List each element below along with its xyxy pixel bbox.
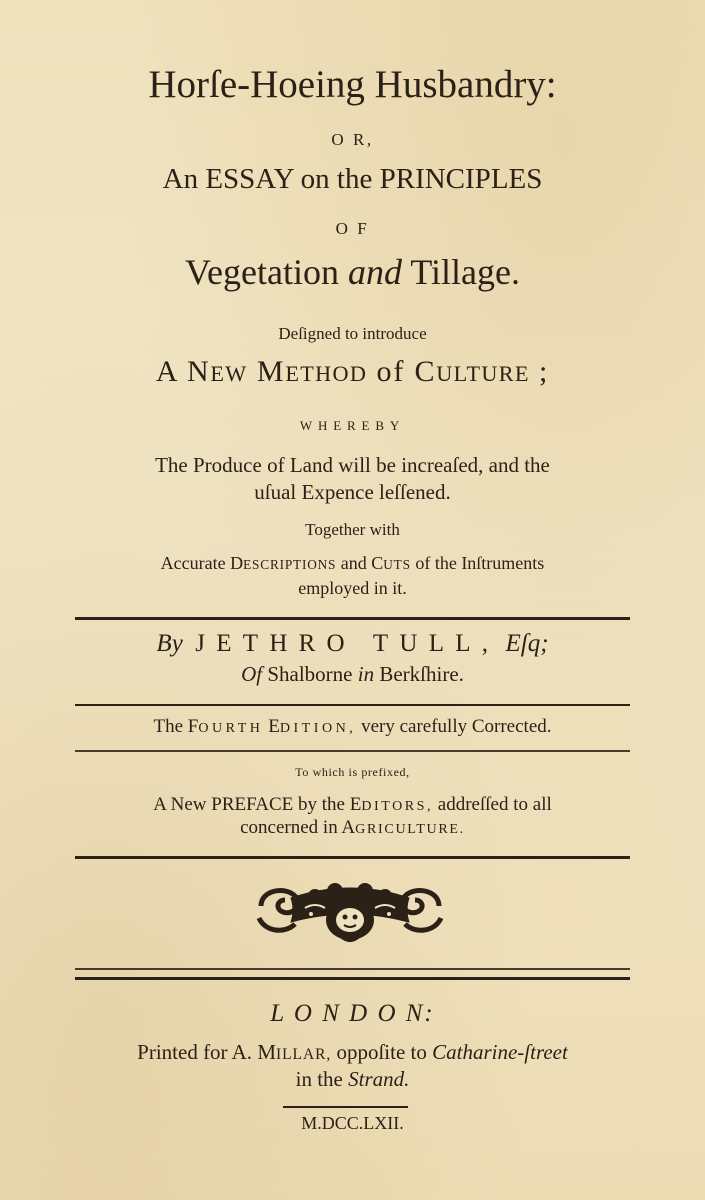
title-of: O F — [335, 219, 370, 238]
divider-rule-3 — [75, 750, 630, 752]
title-essay: An ESSAY on the PRINCIPLES — [162, 163, 543, 195]
descriptions-line-1: Accurate DESCRIPTIONS and CUTS of the Inſtruments — [160, 553, 545, 573]
fleuron-ornament-icon — [255, 876, 445, 946]
descriptions-line-2: employed in it. — [298, 578, 407, 598]
new-method-line: A NEW METHOD of CULTURE ; — [155, 355, 550, 388]
divider-rule-5 — [75, 968, 630, 970]
whereby-line: WHEREBY — [299, 418, 406, 433]
title-vegetation: Vegetation and Tillage. — [185, 252, 520, 292]
author-line: By JETHRO TULL, Eſq; — [156, 630, 549, 657]
book-title: Horſe-Hoeing Husbandry: — [148, 63, 557, 106]
designed-line: Deſigned to introduce — [278, 324, 427, 343]
preface-line-1: A New PREFACE by the EDITORS, addreſſed to all — [153, 794, 552, 815]
edition-line: The FOURTH EDITION, very carefully Corrected. — [153, 716, 552, 737]
divider-rule-1 — [75, 617, 630, 620]
date-rule — [283, 1106, 408, 1108]
produce-line-2: uſual Expence leſſened. — [254, 480, 451, 504]
imprint-london: L O N D O N: — [270, 1000, 435, 1027]
divider-rule-6 — [75, 977, 630, 980]
author-place: Of Shalborne in Berkſhire. — [241, 662, 464, 686]
divider-rule-4 — [75, 856, 630, 859]
prefixed-line: To which is prefixed, — [295, 765, 410, 779]
preface-line-2: concerned in AGRICULTURE. — [240, 817, 465, 838]
imprint-printed-line: Printed for A. MILLAR, oppoſite to Catharine-ſtreet — [137, 1040, 568, 1064]
title-or: O R, — [331, 130, 374, 149]
imprint-date: M.DCC.LXII. — [301, 1113, 404, 1133]
produce-line-1: The Produce of Land will be increaſed, and the — [155, 453, 550, 477]
together-line: Together with — [305, 520, 400, 539]
divider-rule-2 — [75, 704, 630, 706]
imprint-strand-line: in the Strand. — [295, 1067, 410, 1091]
